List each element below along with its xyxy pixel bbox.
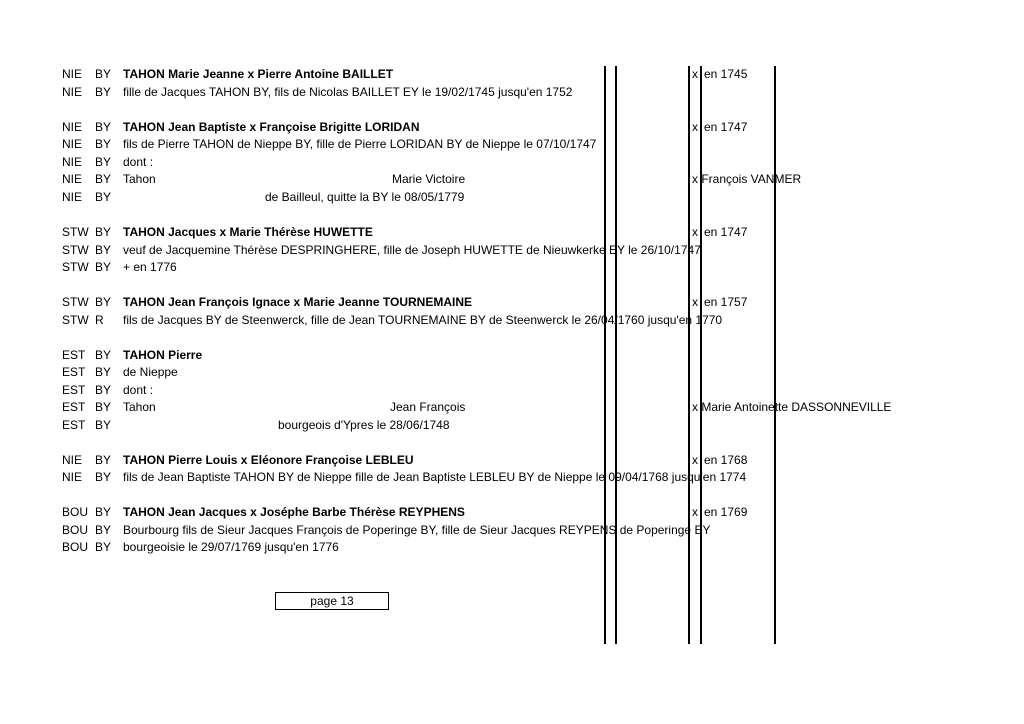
marriage-year: en 1769 <box>704 505 748 519</box>
status-code: BY <box>95 172 112 186</box>
status-code: BY <box>95 383 112 397</box>
status-code: BY <box>95 365 112 379</box>
marriage-mark: x <box>692 453 698 467</box>
marriage-year: en 1757 <box>704 295 748 309</box>
entry-heading: TAHON Marie Jeanne x Pierre Antoine BAILLET <box>123 67 394 81</box>
record-row <box>0 539 1024 556</box>
status-code: BY <box>95 190 112 204</box>
status-code: BY <box>95 348 112 362</box>
record-row <box>0 242 1024 259</box>
page-number: page 13 <box>275 592 389 610</box>
status-code: BY <box>95 243 112 257</box>
status-code: BY <box>95 523 112 537</box>
place-code: NIE <box>62 453 83 467</box>
entry-heading: TAHON Jean François Ignace x Marie Jeanne TOURNEMAINE <box>123 295 472 309</box>
place-code: EST <box>62 383 86 397</box>
place-code: NIE <box>62 120 83 134</box>
place-code: NIE <box>62 172 83 186</box>
place-code: STW <box>62 225 89 239</box>
status-code: BY <box>95 470 112 484</box>
status-code: BY <box>95 400 112 414</box>
child-spouse: x François VANMER <box>692 172 802 186</box>
record-row <box>0 312 1024 329</box>
place-code: NIE <box>62 85 83 99</box>
status-code: BY <box>95 120 112 134</box>
marriage-mark: x <box>692 67 698 81</box>
record-row <box>0 452 1024 469</box>
entry-detail: dont : <box>123 155 154 169</box>
place-code: NIE <box>62 137 83 151</box>
place-code: STW <box>62 260 89 274</box>
child-spouse: x Marie Antoinette DASSONNEVILLE <box>692 400 892 414</box>
place-code: BOU <box>62 505 89 519</box>
record-row <box>0 259 1024 276</box>
place-code: NIE <box>62 190 83 204</box>
marriage-year: en 1747 <box>704 225 748 239</box>
entry-detail: de Nieppe <box>123 365 178 379</box>
record-row <box>0 84 1024 101</box>
record-row <box>0 171 1024 188</box>
place-code: NIE <box>62 155 83 169</box>
status-code: BY <box>95 85 112 99</box>
record-row <box>0 119 1024 136</box>
marriage-year: en 1745 <box>704 67 748 81</box>
marriage-mark: x <box>692 295 698 309</box>
record-row <box>0 347 1024 364</box>
marriage-mark: x <box>692 120 698 134</box>
entry-detail: + en 1776 <box>123 260 177 274</box>
marriage-mark: x <box>692 505 698 519</box>
marriage-year: en 1768 <box>704 453 748 467</box>
place-code: EST <box>62 348 86 362</box>
child-detail: bourgeois d'Ypres le 28/06/1748 <box>278 418 450 432</box>
record-row <box>0 382 1024 399</box>
record-row <box>0 469 1024 486</box>
status-code: BY <box>95 155 112 169</box>
status-code: BY <box>95 67 112 81</box>
place-code: BOU <box>62 540 89 554</box>
status-code: BY <box>95 137 112 151</box>
status-code: BY <box>95 453 112 467</box>
place-code: STW <box>62 313 89 327</box>
place-code: EST <box>62 418 86 432</box>
entry-heading: TAHON Jacques x Marie Thérèse HUWETTE <box>123 225 373 239</box>
status-code: R <box>95 313 104 327</box>
status-code: BY <box>95 540 112 554</box>
record-row <box>0 136 1024 153</box>
place-code: STW <box>62 295 89 309</box>
child-given-names: Marie Victoire <box>392 172 466 186</box>
place-code: NIE <box>62 67 83 81</box>
status-code: BY <box>95 225 112 239</box>
entry-detail: fils de Jean Baptiste TAHON BY de Nieppe fille de Jean Baptiste LEBLEU BY de Nieppe le 09/04/1768 jusqu'en 1774 <box>123 470 747 484</box>
entry-heading: TAHON Pierre <box>123 348 203 362</box>
status-code: BY <box>95 505 112 519</box>
entry-detail: veuf de Jacquemine Thérèse DESPRINGHERE, fille de Joseph HUWETTE de Nieuwkerke EY le 26/10/1747 <box>123 243 701 257</box>
entry-heading: TAHON Jean Baptiste x Françoise Brigitte LORIDAN <box>123 120 420 134</box>
entry-detail: fille de Jacques TAHON BY, fils de Nicolas BAILLET EY le 19/02/1745 jusqu'en 1752 <box>123 85 573 99</box>
record-row <box>0 417 1024 434</box>
entry-detail: bourgeoisie le 29/07/1769 jusqu'en 1776 <box>123 540 339 554</box>
place-code: EST <box>62 400 86 414</box>
record-row <box>0 522 1024 539</box>
child-surname: Tahon <box>123 172 156 186</box>
entry-detail: dont : <box>123 383 154 397</box>
entry-heading: TAHON Pierre Louis x Eléonore Françoise LEBLEU <box>123 453 414 467</box>
place-code: NIE <box>62 470 83 484</box>
child-surname: Tahon <box>123 400 156 414</box>
entry-detail: fils de Pierre TAHON de Nieppe BY, fille de Pierre LORIDAN BY de Nieppe le 07/10/1747 <box>123 137 597 151</box>
record-row <box>0 364 1024 381</box>
entry-detail: fils de Jacques BY de Steenwerck, fille de Jean TOURNEMAINE BY de Steenwerck le 26/04/1760 jusqu'en 1770 <box>123 313 723 327</box>
entry-heading: TAHON Jean Jacques x Joséphe Barbe Thérèse REYPHENS <box>123 505 465 519</box>
child-given-names: Jean François <box>390 400 466 414</box>
record-row <box>0 189 1024 206</box>
child-detail: de Bailleul, quitte la BY le 08/05/1779 <box>265 190 465 204</box>
record-row <box>0 154 1024 171</box>
record-row <box>0 224 1024 241</box>
marriage-mark: x <box>692 225 698 239</box>
status-code: BY <box>95 418 112 432</box>
status-code: BY <box>95 295 112 309</box>
record-row <box>0 399 1024 416</box>
place-code: EST <box>62 365 86 379</box>
marriage-year: en 1747 <box>704 120 748 134</box>
place-code: BOU <box>62 523 89 537</box>
record-row <box>0 504 1024 521</box>
record-row <box>0 66 1024 83</box>
status-code: BY <box>95 260 112 274</box>
entry-detail: Bourbourg fils de Sieur Jacques François de Poperinge BY, fille de Sieur Jacques REYPENS de Poperinge EY <box>123 523 711 537</box>
place-code: STW <box>62 243 89 257</box>
record-row <box>0 294 1024 311</box>
